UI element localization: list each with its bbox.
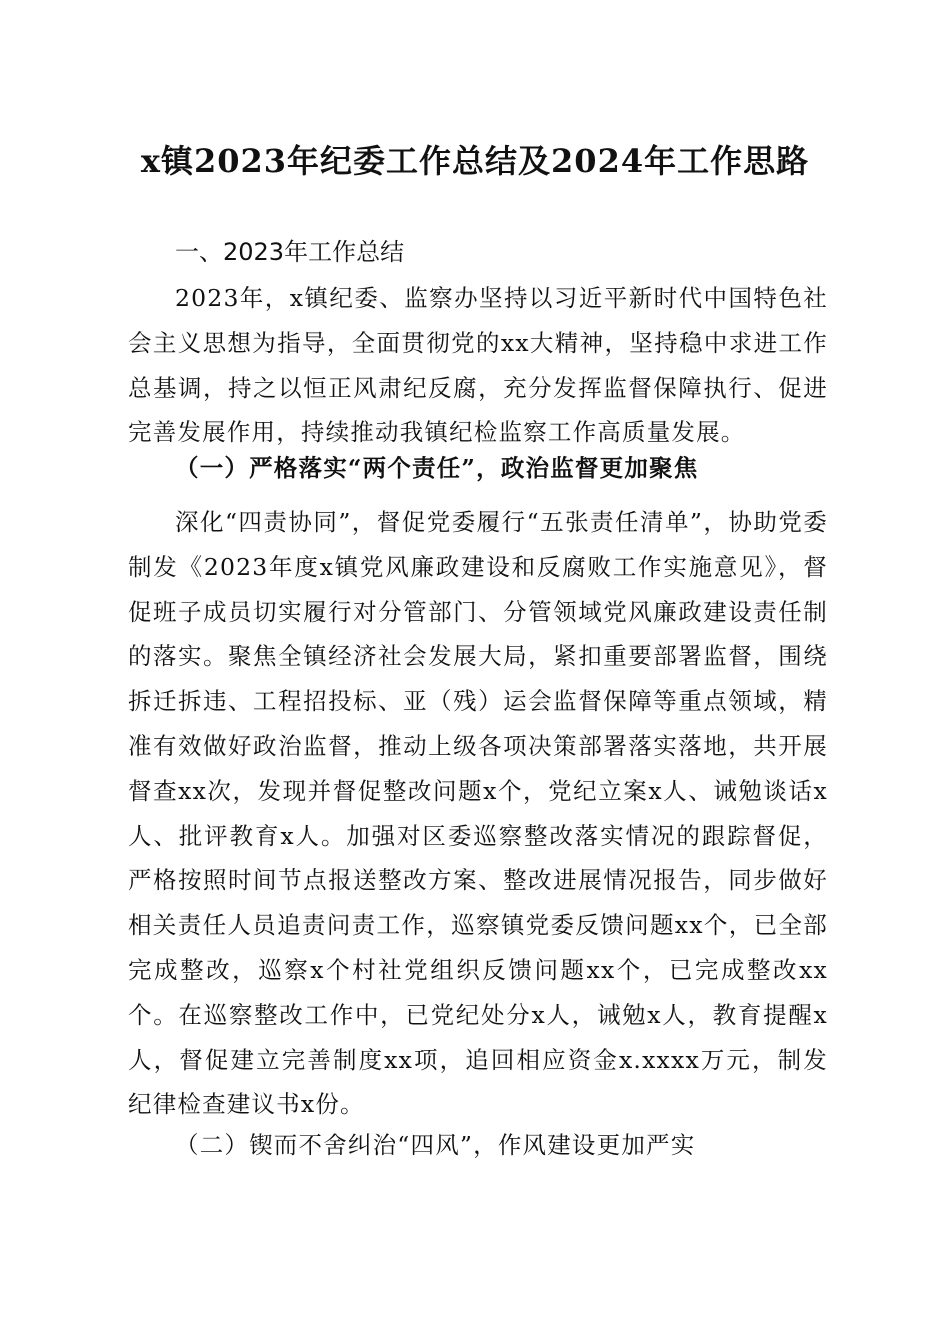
document-title: x镇2023年纪委工作总结及2024年工作思路 <box>140 142 810 180</box>
subsection-heading-political-supervision: （一）严格落实“两个责任”，政治监督更加聚焦 <box>175 454 699 482</box>
political-supervision-paragraph: 深化“四责协同”，督促党委履行“五张责任清单”，协助党委制发《2023年度x镇党风廉政建设和反腐败工作实施意见》，督促班子成员切实履行对分管部门、分管领域党风廉政建设责任制的落实。聚焦全镇经济社会发展大局，紧扣重要部署监督，围绕拆迁拆违、工程招投标、亚（残）运会监督保障等重点领域，精准有效做好政治监督，推动上级各项决策部署落实落地，共开展督查xx次，发现并督促整改问题x个，党纪立案x人、诫勉谈话x人、批评教育x人。加强对区委巡察整改落实情况的跟踪督促，严格按照时间节点报送整改方案、整改进展情况报告，同步做好相关责任人员追责问责工作，巡察镇党委反馈问题xx个，已全部完成整改，巡察x个村社党组织反馈问题xx个，已完成整改xx个。在巡察整改工作中，已党纪处分x人，诫勉x人，教育提醒x人，督促建立完善制度xx项，追回相应资金x.xxxx万元，制发纪律检查建议书x份。 <box>128 508 828 1119</box>
intro-paragraph: 2023年，x镇纪委、监察办坚持以习近平新时代中国特色社会主义思想为指导，全面贯彻党的xx大精神，坚持稳中求进工作总基调，持之以恒正风肃纪反腐，充分发挥监督保障执行、促进完善发展作用，持续推动我镇纪检监察工作高质量发展。 <box>128 284 828 447</box>
section-heading-work-summary: 一、2023年工作总结 <box>175 238 405 266</box>
subsection-heading-work-style: （二）锲而不舍纠治“四风”，作风建设更加严实 <box>175 1131 696 1159</box>
